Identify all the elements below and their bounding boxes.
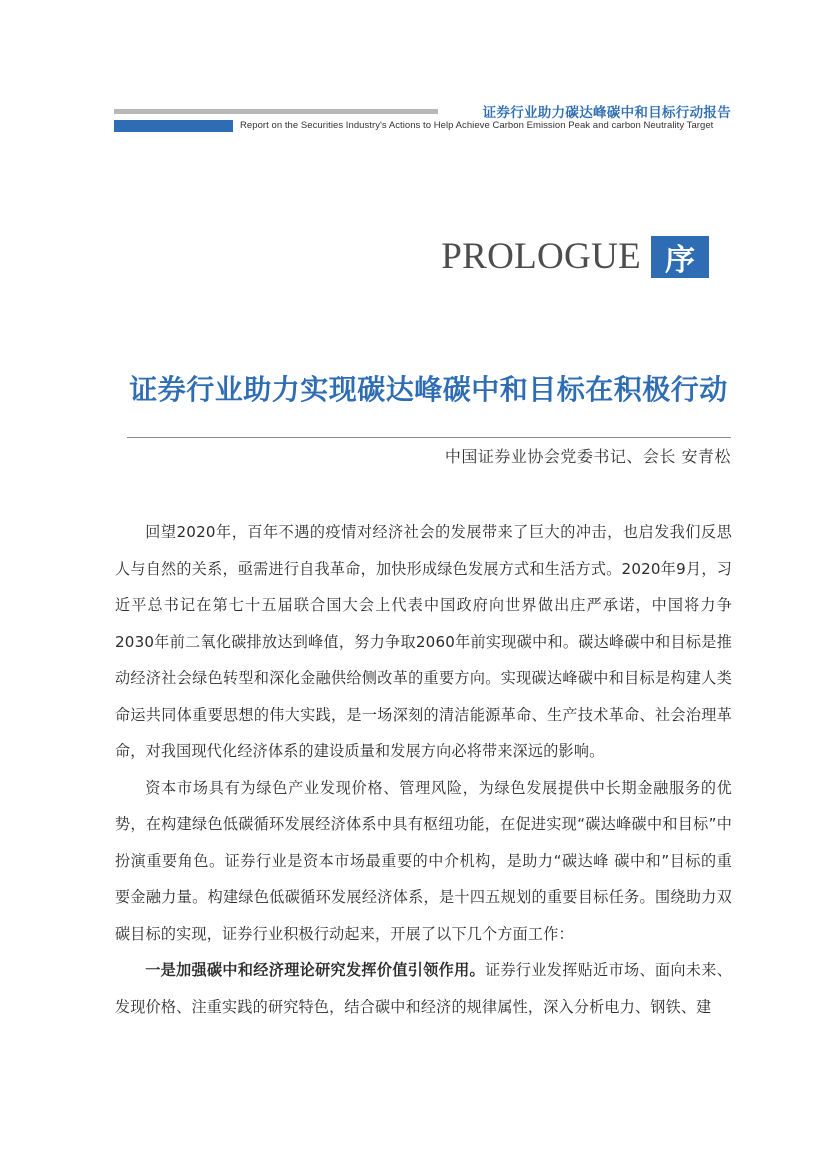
article-body [115, 514, 732, 1025]
header-title-en: Report on the Securities Industry's Actions to Help Achieve Carbon Emission Peak and carbon Neutrality Target [240, 120, 714, 131]
section-label [441, 235, 709, 278]
section-label-cn: 序 [651, 236, 709, 278]
body-paragraph [115, 952, 732, 1025]
article-author: 中国证券业协会党委书记、会长 安青松 [444, 447, 731, 466]
body-paragraph [115, 514, 732, 770]
paragraph-lead: 一是加强碳中和经济理论研究发挥价值引领作用。 [145, 961, 486, 979]
header-title-cn: 证券行业助力碳达峰碳中和目标行动报告 [482, 105, 731, 121]
paragraph-text: 回望2020年，百年不遇的疫情对经济社会的发展带来了巨大的冲击，也启发我们反思人与自然的关系，亟需进行自我革命，加快形成绿色发展方式和生活方式。2020年9月，习近平总书记在第七十五届联合国大会上代表中国政府向世界做出庄严承诺，中国将力争2030年前二氧化碳排放达到峰值，努力争取2060年前实现碳中和。碳达峰碳中和目标是推动经济社会绿色转型和深化金融供给侧改革的重要方向。实现碳达峰碳中和目标是构建人类命运共同体重要思想的伟大实践，是一场深刻的清洁能源革命、生产技术革命、社会治理革命，对我国现代化经济体系的建设质量和发展方向必将带来深远的影响。 [115, 523, 732, 760]
header-blue-bar [114, 120, 233, 132]
paragraph-text: 证券行业发挥贴近市场、面向未来、发现价格、注重实践的研究特色，结合碳中和经济的规律属性，深入分析电力、钢铁、建 [115, 961, 733, 1016]
article-title: 证券行业助力实现碳达峰碳中和目标在积极行动 [129, 373, 728, 406]
header-gray-bar [114, 109, 438, 114]
body-paragraph [115, 770, 732, 953]
paragraph-text: 资本市场具有为绿色产业发现价格、管理风险，为绿色发展提供中长期金融服务的优势，在构建绿色低碳循环发展经济体系中具有枢纽功能，在促进实现“碳达峰碳中和目标”中扮演重要角色。证券行业是资本市场最重要的中介机构，是助力“碳达峰 碳中和”目标的重要金融力量。构建绿色低碳循环发展经济体系，是十四五规划的重要目标任务。围绕助力双碳目标的实现，证券行业积极行动起来，开展了以下几个方面工作： [115, 778, 732, 943]
title-divider [127, 437, 731, 438]
section-label-en: PROLOGUE [441, 236, 641, 277]
